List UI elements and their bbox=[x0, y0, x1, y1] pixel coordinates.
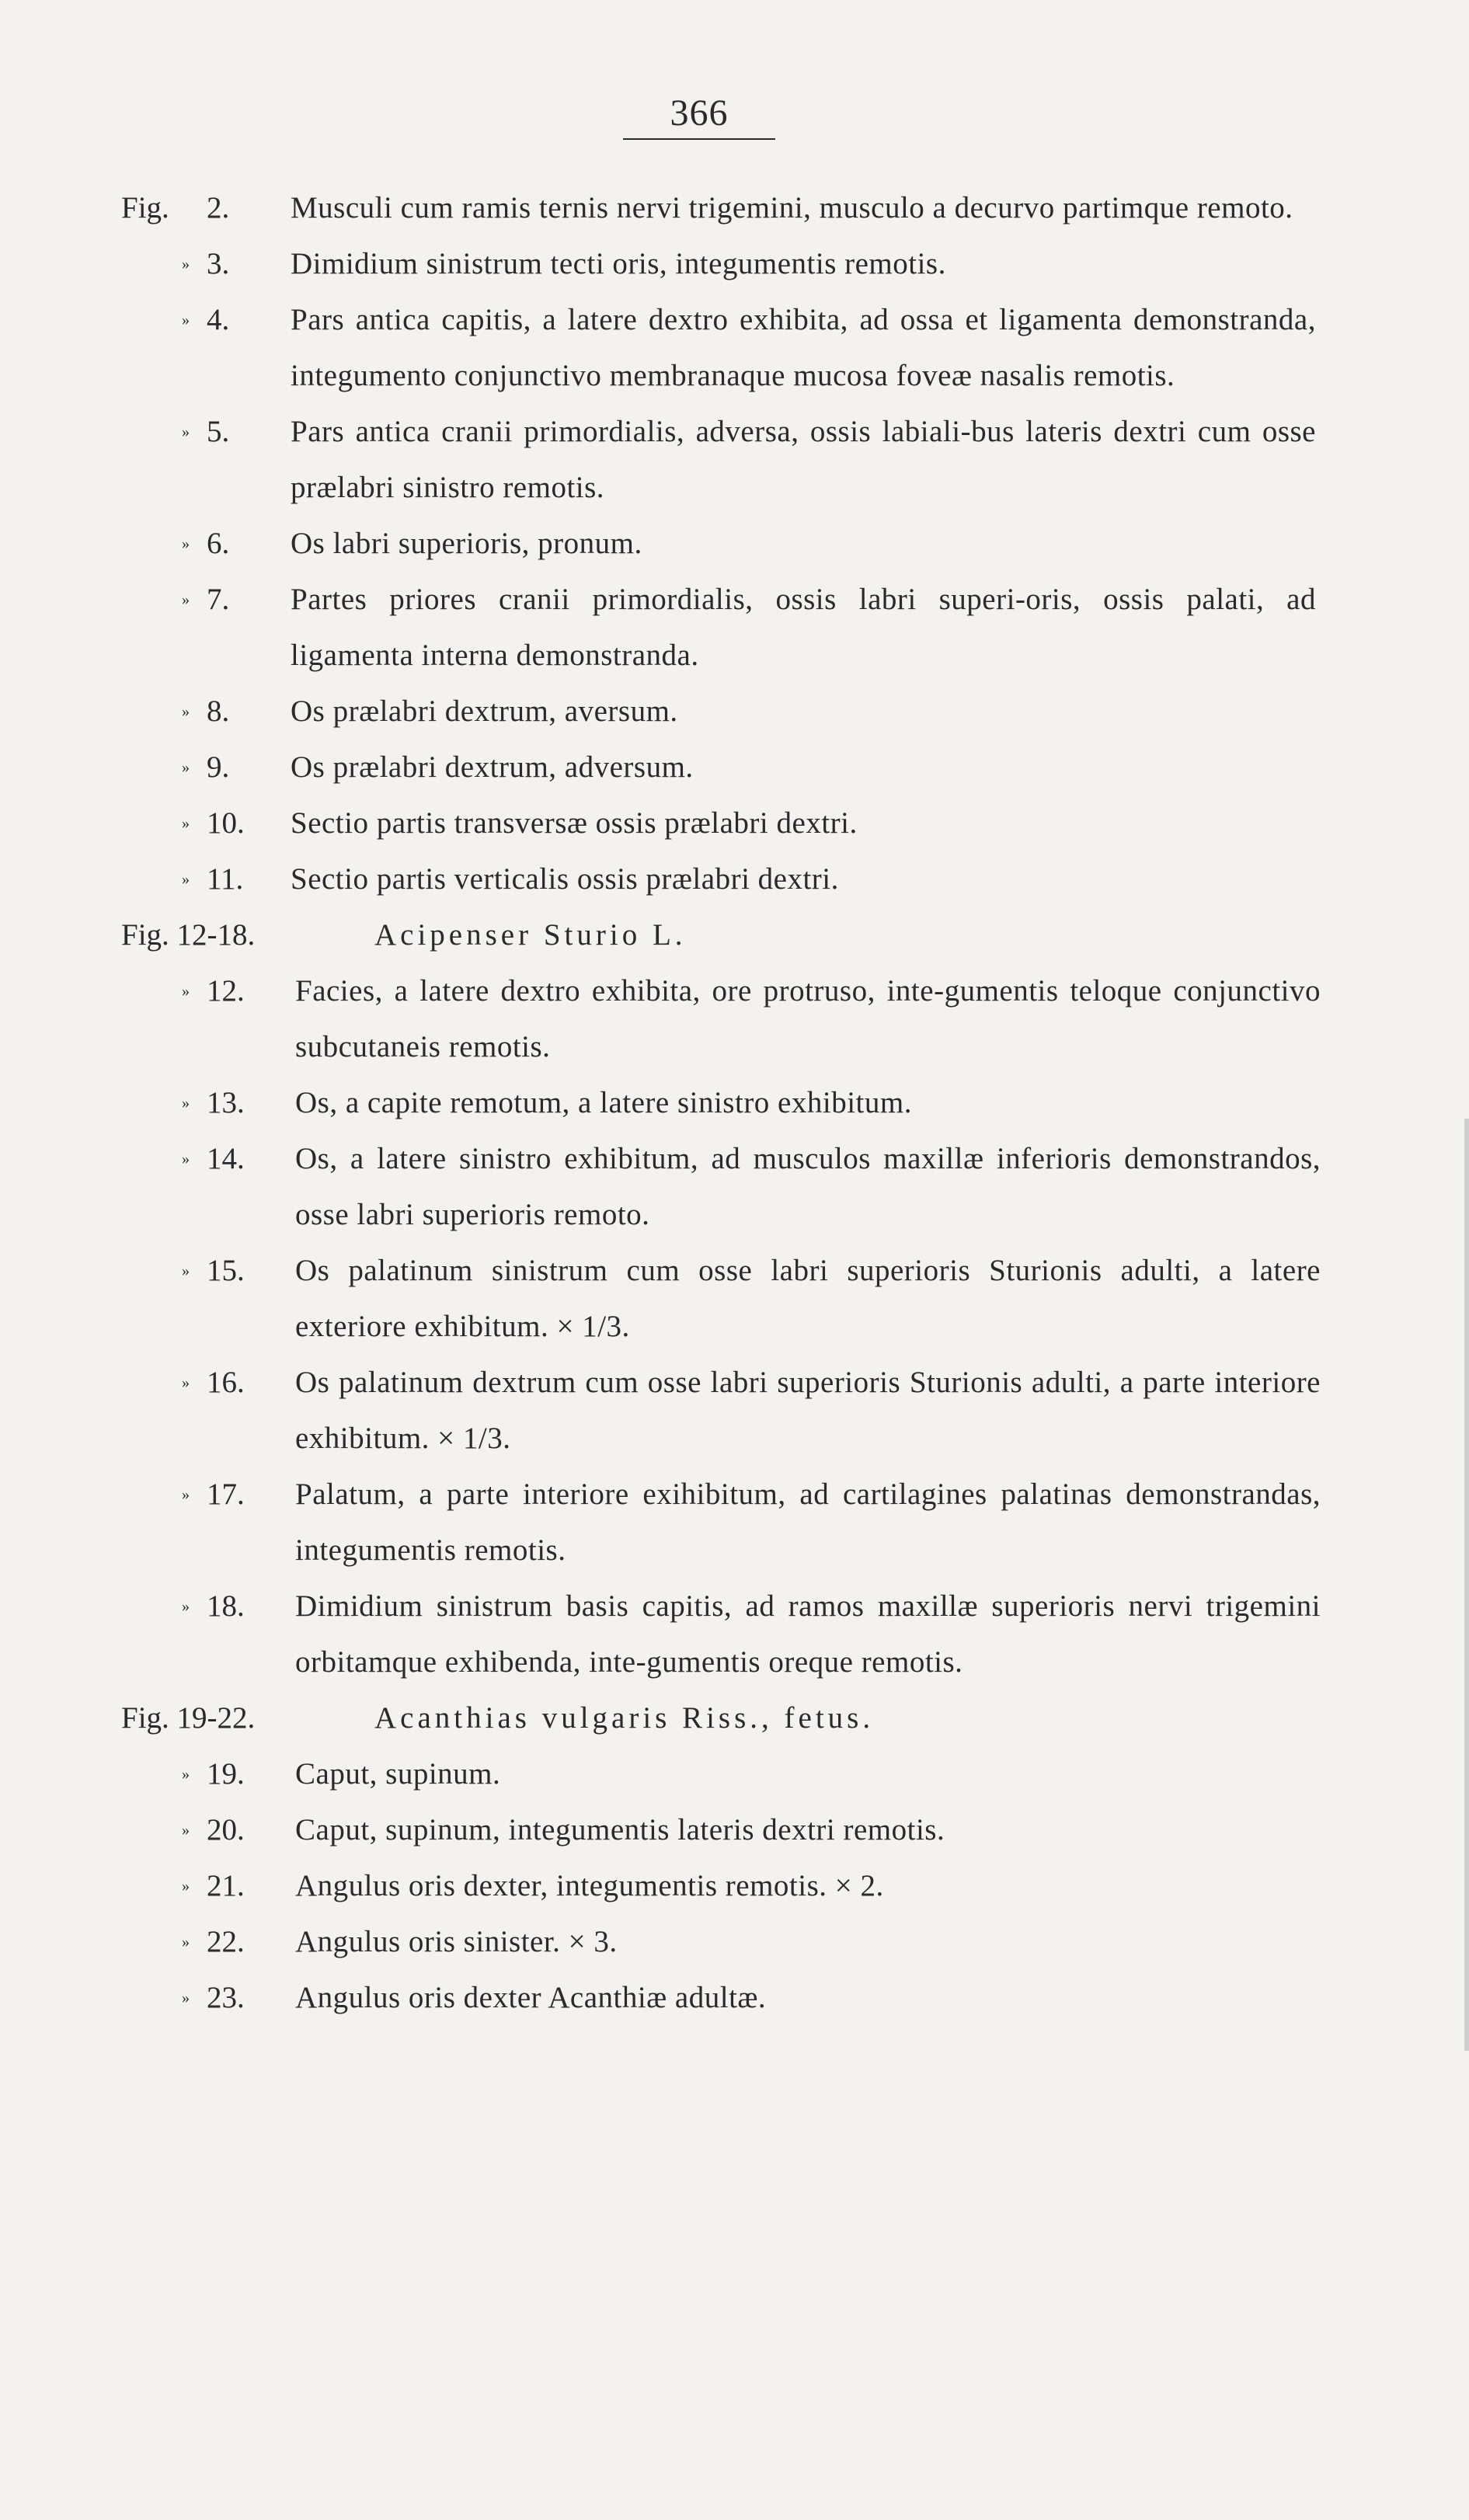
ditto-mark: » bbox=[182, 423, 190, 440]
ditto-mark: » bbox=[182, 1150, 190, 1168]
figure-number: 16. bbox=[207, 1366, 245, 1399]
legend-entry bbox=[0, 180, 1469, 236]
figure-number: 4. bbox=[207, 303, 230, 336]
legend-entry bbox=[0, 1243, 1469, 1355]
figure-number: 2. bbox=[207, 191, 230, 225]
figure-number: 19. bbox=[207, 1757, 245, 1791]
figure-number: 3. bbox=[207, 247, 230, 280]
species-name: Acanthias vulgaris Riss., fetus. bbox=[374, 1701, 875, 1735]
figure-caption: Caput, supinum, integumentis lateris dextri remotis. bbox=[295, 1813, 945, 1846]
legend-entry bbox=[0, 851, 1469, 907]
ditto-mark: » bbox=[182, 703, 190, 720]
species-header bbox=[0, 1690, 1469, 1746]
figure-number: 20. bbox=[207, 1813, 245, 1846]
fig-prefix: Fig. bbox=[121, 191, 169, 225]
figure-number: 13. bbox=[207, 1086, 245, 1119]
figure-caption: Musculi cum ramis ternis nervi trigemini, musculo a decurvo partimque remoto. bbox=[291, 191, 1293, 225]
figure-number: 18. bbox=[207, 1589, 245, 1623]
figure-caption: Sectio partis transversæ ossis prælabri dextri. bbox=[291, 806, 858, 840]
figure-caption: Partes priores cranii primordialis, ossis labri superi-oris, ossis palati, ad ligamenta interna demonstranda. bbox=[291, 583, 1316, 672]
ditto-mark: » bbox=[182, 1989, 190, 2007]
ditto-mark: » bbox=[182, 1598, 190, 1615]
figure-range: Fig. 12-18. bbox=[121, 918, 256, 952]
legend-entry bbox=[0, 1914, 1469, 1970]
ditto-mark: » bbox=[182, 1766, 190, 1783]
figure-caption: Os, a capite remotum, a latere sinistro exhibitum. bbox=[295, 1086, 912, 1119]
figure-caption: Os prælabri dextrum, aversum. bbox=[291, 694, 678, 728]
figure-caption: Angulus oris dexter Acanthiæ adultæ. bbox=[295, 1981, 767, 2014]
figure-number: 17. bbox=[207, 1478, 245, 1511]
legend-entry bbox=[0, 1131, 1469, 1243]
figure-number: 5. bbox=[207, 415, 230, 448]
page-number-underline bbox=[623, 138, 775, 140]
legend-entry bbox=[0, 684, 1469, 740]
figure-caption: Facies, a latere dextro exhibita, ore protruso, inte-gumentis teloque conjunctivo subcutaneis remotis. bbox=[295, 974, 1321, 1063]
ditto-mark: » bbox=[182, 535, 190, 552]
figure-number: 7. bbox=[207, 583, 230, 616]
species-header bbox=[0, 907, 1469, 963]
figure-number: 8. bbox=[207, 694, 230, 728]
legend-entry bbox=[0, 1970, 1469, 2026]
legend-entry bbox=[0, 963, 1469, 1075]
figure-caption: Palatum, a parte interiore exihibitum, ad cartilagines palatinas demonstrandas, integumentis remotis. bbox=[295, 1478, 1321, 1567]
figure-caption: Dimidium sinistrum tecti oris, integumentis remotis. bbox=[291, 247, 946, 280]
ditto-mark: » bbox=[182, 1822, 190, 1839]
legend-entry bbox=[0, 1746, 1469, 1802]
ditto-mark: » bbox=[182, 1095, 190, 1112]
figure-number: 23. bbox=[207, 1981, 245, 2014]
legend-entry bbox=[0, 404, 1469, 516]
figure-number: 10. bbox=[207, 806, 245, 840]
page-number: 366 bbox=[670, 92, 729, 134]
figure-caption: Sectio partis verticalis ossis prælabri dextri. bbox=[291, 862, 839, 896]
ditto-mark: » bbox=[182, 1486, 190, 1503]
ditto-mark: » bbox=[182, 312, 190, 329]
figure-caption: Angulus oris sinister. × 3. bbox=[295, 1925, 618, 1958]
legend-entry bbox=[0, 1075, 1469, 1131]
legend-entry bbox=[0, 516, 1469, 572]
figure-number: 14. bbox=[207, 1142, 245, 1175]
figure-number: 9. bbox=[207, 750, 230, 784]
figure-caption: Os labri superioris, pronum. bbox=[291, 527, 642, 560]
figure-caption: Angulus oris dexter, integumentis remotis. × 2. bbox=[295, 1869, 884, 1902]
ditto-mark: » bbox=[182, 1262, 190, 1279]
legend-entry bbox=[0, 292, 1469, 404]
figure-legend bbox=[0, 180, 1469, 2026]
legend-entry bbox=[0, 1858, 1469, 1914]
ditto-mark: » bbox=[182, 1934, 190, 1951]
ditto-mark: » bbox=[182, 591, 190, 608]
ditto-mark: » bbox=[182, 256, 190, 273]
figure-number: 22. bbox=[207, 1925, 245, 1958]
figure-caption: Dimidium sinistrum basis capitis, ad ramos maxillæ superioris nervi trigemini orbitamque exhibenda, inte-gumentis oreque remotis. bbox=[295, 1589, 1321, 1679]
species-name: Acipenser Sturio L. bbox=[374, 918, 687, 952]
legend-entry bbox=[0, 572, 1469, 684]
figure-number: 21. bbox=[207, 1869, 245, 1902]
ditto-mark: » bbox=[182, 871, 190, 888]
figure-caption: Os palatinum sinistrum cum osse labri superioris Sturionis adulti, a latere exteriore exhibitum. × 1/3. bbox=[295, 1254, 1321, 1343]
legend-entry bbox=[0, 740, 1469, 795]
figure-range: Fig. 19-22. bbox=[121, 1701, 256, 1735]
figure-number: 12. bbox=[207, 974, 245, 1008]
legend-entry bbox=[0, 1467, 1469, 1578]
figure-number: 15. bbox=[207, 1254, 245, 1287]
figure-caption: Pars antica capitis, a latere dextro exhibita, ad ossa et ligamenta demonstranda, integumento conjunctivo membranaque mucosa foveæ nasalis remotis. bbox=[291, 303, 1316, 392]
page-edge-shadow bbox=[1464, 1119, 1469, 2051]
legend-entry bbox=[0, 1355, 1469, 1467]
legend-entry bbox=[0, 795, 1469, 851]
legend-entry bbox=[0, 1578, 1469, 1690]
ditto-mark: » bbox=[182, 983, 190, 1000]
ditto-mark: » bbox=[182, 1878, 190, 1895]
figure-caption: Pars antica cranii primordialis, adversa, ossis labiali-bus lateris dextri cum osse prælabri sinistro remotis. bbox=[291, 415, 1316, 504]
figure-number: 11. bbox=[207, 862, 244, 896]
figure-caption: Os, a latere sinistro exhibitum, ad musculos maxillæ inferioris demonstrandos, osse labri superioris remoto. bbox=[295, 1142, 1321, 1231]
ditto-mark: » bbox=[182, 1374, 190, 1391]
figure-caption: Caput, supinum. bbox=[295, 1757, 501, 1791]
figure-caption: Os prælabri dextrum, adversum. bbox=[291, 750, 694, 784]
legend-entry bbox=[0, 1802, 1469, 1858]
figure-caption: Os palatinum dextrum cum osse labri superioris Sturionis adulti, a parte interiore exhibitum. × 1/3. bbox=[295, 1366, 1321, 1455]
ditto-mark: » bbox=[182, 759, 190, 776]
figure-number: 6. bbox=[207, 527, 230, 560]
ditto-mark: » bbox=[182, 815, 190, 832]
legend-entry bbox=[0, 236, 1469, 292]
